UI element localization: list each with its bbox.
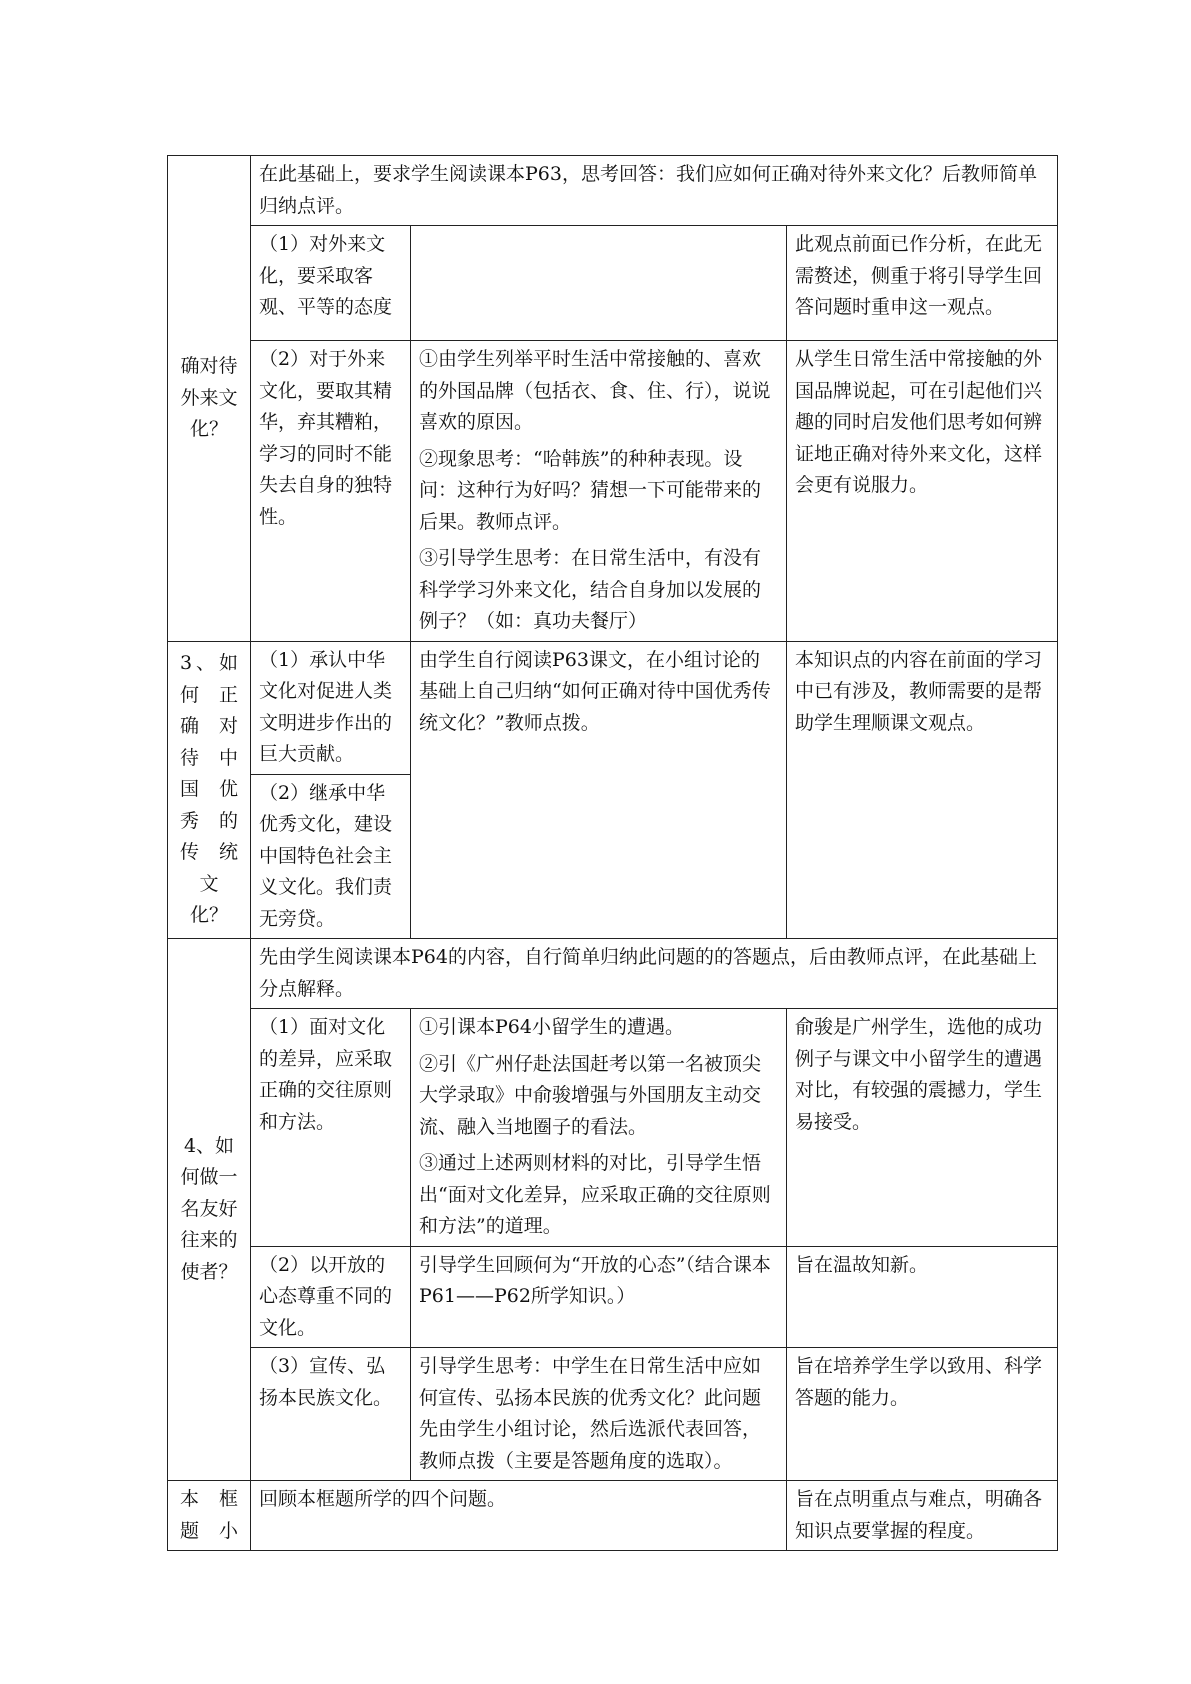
table-row (168, 641, 1058, 774)
note-cell: 旨在温故知新。 (787, 1246, 1058, 1348)
activity-cell: 引导学生回顾何为“开放的心态”（结合课本P61——P62所学知识。） (411, 1246, 787, 1348)
activity-cell: 引导学生思考：中学生在日常生活中应如何宣传、弘扬本民族的优秀文化？此问题先由学生小组讨论，然后选派代表回答，教师点拨（主要是答题角度的选取）。 (411, 1348, 787, 1481)
activity-item: ①由学生列举平时生活中常接触的、喜欢的外国品牌（包括衣、食、住、行），说说喜欢的原因。 (419, 348, 771, 433)
topic-cell-friendly-envoy: 4、如何做一名友好往来的使者？ (168, 939, 251, 1481)
activity-item: ②现象思考：“哈韩族”的种种表现。设问：这种行为好吗？猜想一下可能带来的后果。教师点评。 (419, 447, 762, 533)
activity-cell (411, 226, 787, 341)
note-cell: 俞骏是广州学生，选他的成功例子与课文中小留学生的遭遇对比，有较强的震撼力，学生易接受。 (787, 1009, 1058, 1247)
table-row (168, 226, 1058, 341)
point-cell: （3）宣传、弘扬本民族文化。 (251, 1348, 411, 1481)
intro-cell-foreign-culture: 在此基础上，要求学生阅读课本P63，思考回答：我们应如何正确对待外来文化？后教师简单归纳点评。 (251, 156, 1058, 226)
point-cell: （1）对外来文化，要采取客观、平等的态度 (251, 226, 411, 341)
note-cell: 旨在培养学生学以致用、科学答题的能力。 (787, 1348, 1058, 1481)
point-cell: （2）以开放的心态尊重不同的文化。 (251, 1246, 411, 1348)
activity-item: ③通过上述两则材料的对比，引导学生悟出“面对文化差异，应采取正确的交往原则和方法”的道理。 (419, 1152, 771, 1237)
activity-cell (411, 1009, 787, 1247)
table-row (168, 1348, 1058, 1481)
activity-cell: 由学生自行阅读P63课文，在小组讨论的基础上自己归纳“如何正确对待中国优秀传统文化？”教师点拨。 (411, 641, 787, 939)
topic-cell-foreign-culture: 确对待外来文化？ (168, 156, 251, 642)
table-row (168, 1481, 1058, 1551)
lesson-plan-table (167, 155, 1058, 1551)
point-cell: （2）继承中华优秀文化，建设中国特色社会主义文化。我们责无旁贷。 (251, 774, 411, 939)
activity-item: ②引《广州仔赴法国赶考以第一名被顶尖大学录取》中俞骏增强与外国朋友主动交流、融入当地圈子的看法。 (419, 1052, 762, 1138)
point-cell: （2）对于外来文化，要取其精华，弃其糟粕，学习的同时不能失去自身的独特性。 (251, 341, 411, 642)
point-cell: （1）承认中华文化对促进人类文明进步作出的巨大贡献。 (251, 641, 411, 774)
intro-cell-friendly-envoy: 先由学生阅读课本P64的内容，自行简单归纳此问题的的答题点，后由教师点评，在此基础上分点解释。 (251, 939, 1058, 1009)
topic-cell-traditional-culture: 3、如 何正 确对 待中 国优 秀的 传统 文 化？ (168, 641, 251, 939)
activity-item: ①引课本P64小留学生的遭遇。 (419, 1016, 684, 1038)
table-row (168, 939, 1058, 1009)
table-row (168, 156, 1058, 226)
table-row (168, 341, 1058, 642)
point-cell: （1）面对文化的差异，应采取正确的交往原则和方法。 (251, 1009, 411, 1247)
table-row (168, 1009, 1058, 1247)
note-cell: 此观点前面已作分析，在此无需赘述，侧重于将引导学生回答问题时重申这一观点。 (787, 226, 1058, 341)
activity-cell (411, 341, 787, 642)
note-cell: 本知识点的内容在前面的学习中已有涉及，教师需要的是帮助学生理顺课文观点。 (787, 641, 1058, 939)
activity-item: ③引导学生思考：在日常生活中，有没有科学学习外来文化，结合自身加以发展的例子？（如：真功夫餐厅） (419, 547, 762, 632)
note-cell: 旨在点明重点与难点，明确各知识点要掌握的程度。 (787, 1481, 1058, 1551)
activity-cell: 回顾本框题所学的四个问题。 (251, 1481, 787, 1551)
topic-cell-summary: 本框 题小 (168, 1481, 251, 1551)
note-cell: 从学生日常生活中常接触的外国品牌说起，可在引起他们兴趣的同时启发他们思考如何辨证地正确对待外来文化，这样会更有说服力。 (787, 341, 1058, 642)
table-row (168, 1246, 1058, 1348)
